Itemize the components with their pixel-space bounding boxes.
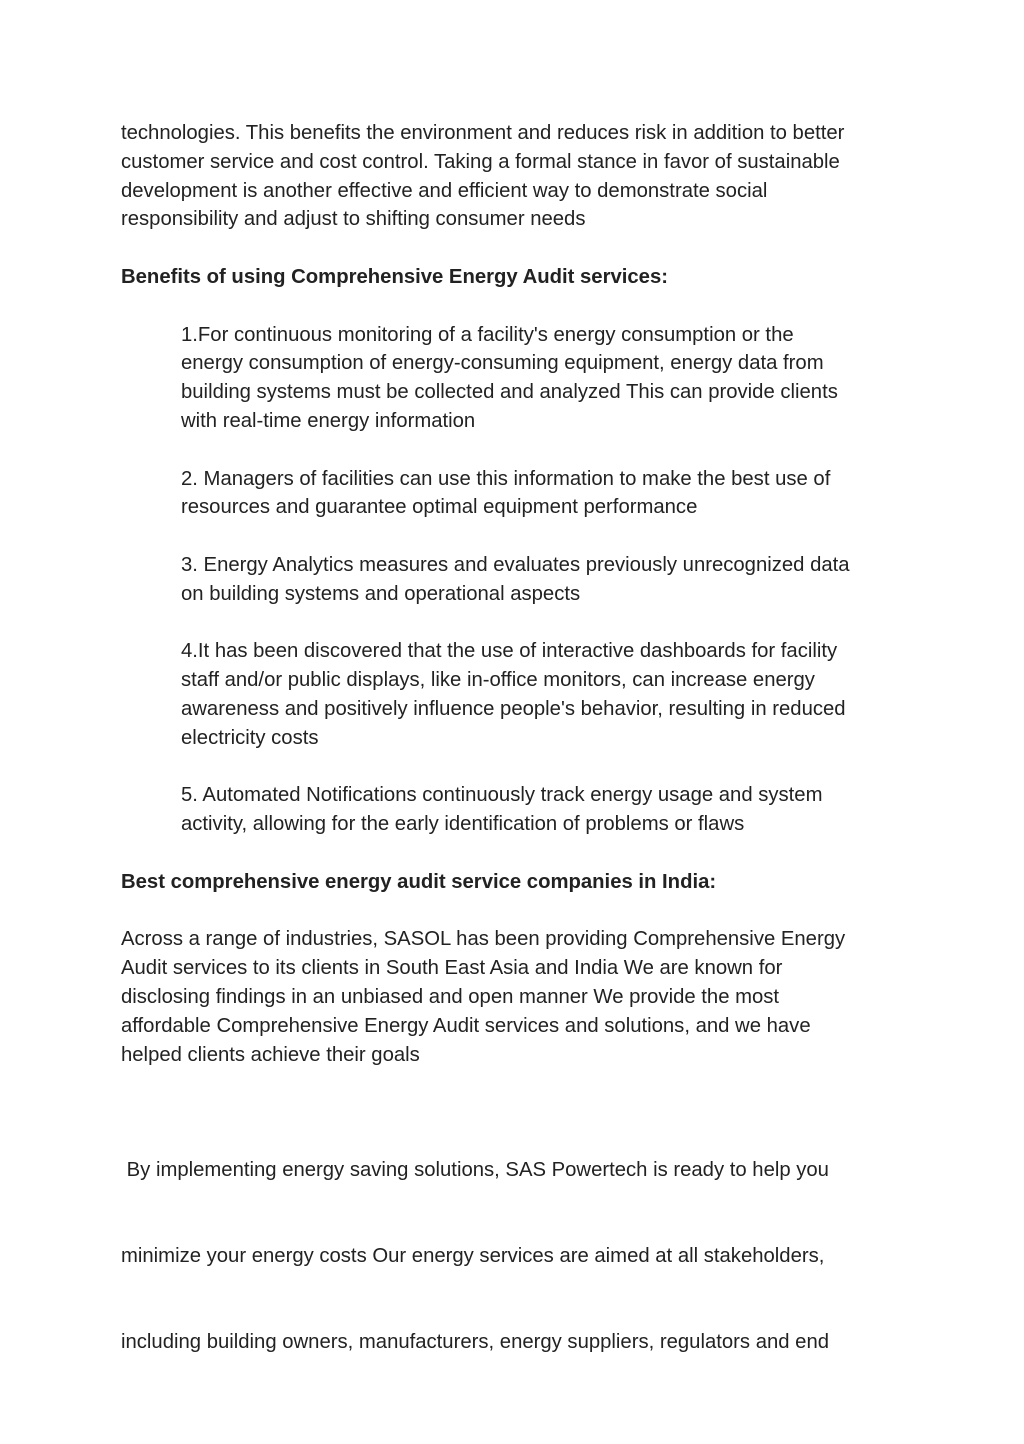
text-line: resources and guarantee optimal equipment performance	[181, 496, 698, 519]
intro-paragraph	[121, 119, 911, 234]
text-line: disclosing findings in an unbiased and open manner We provide the most	[121, 985, 780, 1008]
text-line: staff and/or public displays, like in-office monitors, can increase energy	[181, 669, 815, 692]
text-line: on building systems and operational aspects	[181, 582, 581, 605]
companies-heading: Best comprehensive energy audit service companies in India:	[121, 870, 717, 893]
text-line: 1.For continuous monitoring of a facility's energy consumption or the	[181, 323, 794, 346]
text-line: development is another effective and efficient way to demonstrate social	[121, 179, 768, 202]
text-line: customer service and cost control. Taking a formal stance in favor of sustainable	[121, 150, 840, 173]
text-line: responsibility and adjust to shifting consumer needs	[121, 208, 586, 231]
text-line: 2. Managers of facilities can use this information to make the best use of	[181, 467, 831, 490]
text-line: 4.It has been discovered that the use of interactive dashboards for facility	[181, 640, 838, 663]
text-line: electricity costs	[181, 726, 319, 749]
text-line: helped clients achieve their goals	[121, 1043, 420, 1066]
text-line: building systems must be collected and analyzed This can provide clients	[181, 381, 838, 404]
text-line: energy consumption of energy-consuming equipment, energy data from	[181, 352, 824, 375]
companies-paragraph-1	[121, 925, 911, 1069]
text-line: minimize your energy costs Our energy services are aimed at all stakeholders,	[121, 1245, 825, 1268]
benefit-item-5	[181, 781, 911, 839]
text-line: 5. Automated Notifications continuously track energy usage and system	[181, 784, 823, 807]
benefit-item-3	[181, 551, 911, 609]
text-line: with real-time energy information	[181, 409, 476, 432]
text-line: awareness and positively influence people's behavior, resulting in reduced	[181, 697, 846, 720]
text-line: Audit services to its clients in South East Asia and India We are known for	[121, 957, 783, 980]
text-line: activity, allowing for the early identification of problems or flaws	[181, 813, 745, 836]
text-line: affordable Comprehensive Energy Audit services and solutions, and we have	[121, 1014, 811, 1037]
document-body	[121, 119, 911, 1444]
text-line: Across a range of industries, SASOL has been providing Comprehensive Energy	[121, 928, 846, 951]
benefit-item-2	[181, 465, 911, 523]
text-line: 3. Energy Analytics measures and evaluates previously unrecognized data	[181, 553, 850, 576]
companies-paragraph-2	[121, 1098, 911, 1415]
benefit-item-1	[181, 321, 911, 436]
text-line: By implementing energy saving solutions, SAS Powertech is ready to help you	[121, 1158, 829, 1181]
benefit-item-4	[181, 637, 911, 752]
text-line: including building owners, manufacturers, energy suppliers, regulators and end	[121, 1331, 830, 1354]
text-line: technologies. This benefits the environment and reduces risk in addition to better	[121, 122, 845, 144]
benefits-heading: Benefits of using Comprehensive Energy Audit services:	[121, 265, 668, 288]
